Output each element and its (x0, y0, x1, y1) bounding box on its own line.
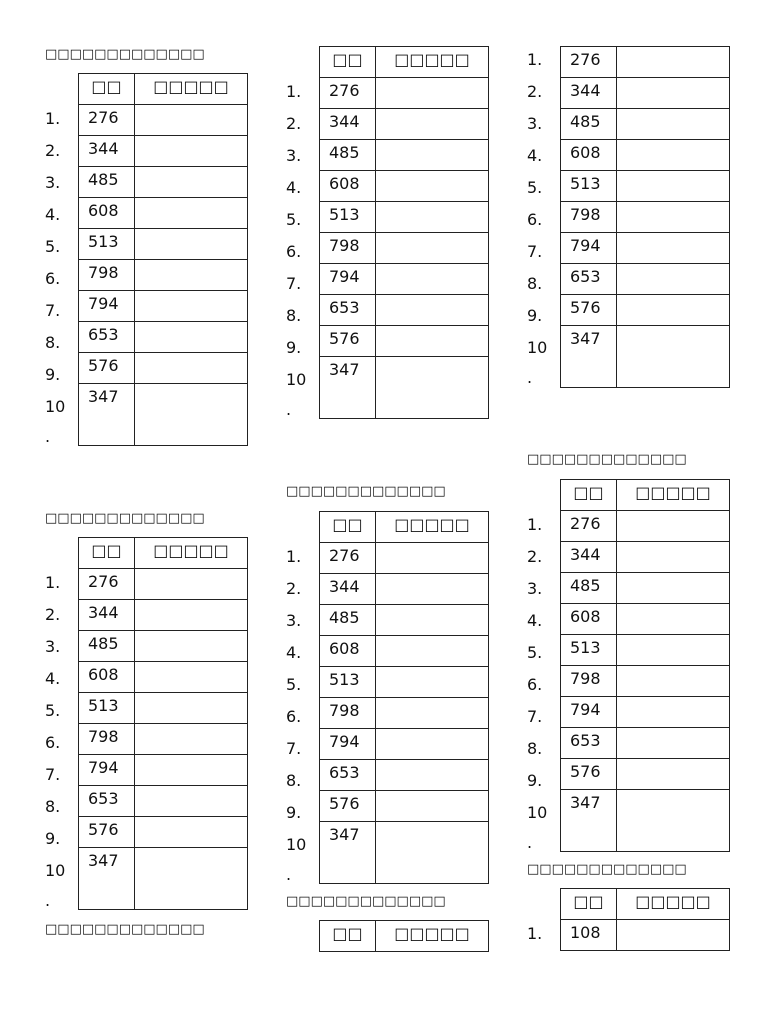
answer-cell (135, 198, 248, 229)
number-cell: 347 (320, 822, 376, 884)
number-cell: 344 (561, 542, 617, 573)
header-number: □□ (320, 921, 376, 952)
number-cell: 513 (561, 635, 617, 666)
answer-cell (376, 326, 489, 357)
row-label-dot: . (286, 865, 292, 884)
number-cell: 344 (320, 574, 376, 605)
answer-cell (135, 569, 248, 600)
row-label: 8. (45, 333, 61, 352)
table-row (320, 78, 489, 109)
number-table (319, 511, 489, 884)
worksheet-title: □□□□□□□□□□□□□ (45, 922, 205, 937)
table-row (561, 697, 730, 728)
table-row (79, 817, 248, 848)
row-label: 2. (527, 82, 543, 101)
answer-cell (135, 848, 248, 910)
number-cell: 576 (320, 326, 376, 357)
number-cell: 576 (561, 759, 617, 790)
answer-cell (135, 631, 248, 662)
row-label: 4. (45, 205, 61, 224)
row-label: 4. (286, 643, 302, 662)
table-row (320, 791, 489, 822)
number-cell: 653 (79, 322, 135, 353)
table-row (320, 698, 489, 729)
row-label: 5. (286, 675, 302, 694)
table-row (320, 667, 489, 698)
row-label: 9. (286, 338, 302, 357)
row-label: 8. (286, 306, 302, 325)
row-label: 8. (286, 771, 302, 790)
answer-cell (376, 233, 489, 264)
number-cell: 608 (561, 604, 617, 635)
table-row (79, 631, 248, 662)
number-cell: 485 (79, 167, 135, 198)
row-label: 1. (45, 573, 61, 592)
answer-cell (617, 140, 730, 171)
answer-cell (135, 600, 248, 631)
header-answer: □□□□□ (376, 47, 489, 78)
number-cell: 276 (79, 569, 135, 600)
row-label-dot: . (45, 891, 51, 910)
number-table (78, 537, 248, 910)
row-label: 5. (527, 178, 543, 197)
number-cell: 794 (320, 729, 376, 760)
table-row (561, 759, 730, 790)
row-label: 8. (527, 739, 543, 758)
answer-cell (376, 605, 489, 636)
number-cell: 485 (561, 109, 617, 140)
answer-cell (135, 755, 248, 786)
table-header-row (561, 889, 730, 920)
table-row (561, 264, 730, 295)
number-cell: 108 (561, 920, 617, 951)
number-cell: 653 (320, 760, 376, 791)
answer-cell (135, 136, 248, 167)
table-header-row (79, 538, 248, 569)
answer-cell (376, 264, 489, 295)
number-cell: 794 (79, 291, 135, 322)
table-row (320, 357, 489, 419)
answer-cell (376, 822, 489, 884)
row-label: 1. (527, 50, 543, 69)
answer-cell (617, 573, 730, 604)
table-row (79, 136, 248, 167)
answer-cell (376, 109, 489, 140)
row-label: 4. (286, 178, 302, 197)
header-number: □□ (320, 512, 376, 543)
number-cell: 513 (561, 171, 617, 202)
number-cell: 798 (561, 666, 617, 697)
answer-cell (376, 295, 489, 326)
row-label: 6. (286, 242, 302, 261)
row-label: 10 (45, 397, 66, 416)
worksheet-title: □□□□□□□□□□□□□ (286, 484, 446, 499)
answer-cell (617, 604, 730, 635)
number-cell: 794 (561, 233, 617, 264)
table-row (79, 662, 248, 693)
table-row (79, 724, 248, 755)
answer-cell (376, 140, 489, 171)
row-label: 4. (45, 669, 61, 688)
answer-cell (617, 264, 730, 295)
answer-cell (135, 817, 248, 848)
row-label: 9. (286, 803, 302, 822)
number-cell: 485 (320, 140, 376, 171)
table-row (320, 202, 489, 233)
table-row (561, 511, 730, 542)
table-row (561, 666, 730, 697)
worksheet-title: □□□□□□□□□□□□□ (45, 511, 205, 526)
table-row (320, 109, 489, 140)
table-row (561, 47, 730, 78)
table-row (79, 569, 248, 600)
number-cell: 276 (320, 543, 376, 574)
header-number: □□ (561, 889, 617, 920)
header-answer: □□□□□ (617, 889, 730, 920)
row-label: 1. (527, 515, 543, 534)
number-cell: 608 (79, 662, 135, 693)
table-row (561, 326, 730, 388)
number-cell: 485 (79, 631, 135, 662)
number-cell: 347 (79, 384, 135, 446)
row-label: 3. (286, 146, 302, 165)
number-cell: 276 (320, 78, 376, 109)
table-header-row (561, 480, 730, 511)
number-cell: 344 (79, 600, 135, 631)
number-cell: 608 (79, 198, 135, 229)
answer-cell (617, 920, 730, 951)
row-label-dot: . (45, 427, 51, 446)
number-table (319, 46, 489, 419)
row-label: 3. (286, 611, 302, 630)
table-row (561, 233, 730, 264)
answer-cell (135, 260, 248, 291)
answer-cell (617, 233, 730, 264)
number-cell: 347 (561, 790, 617, 852)
table-row (79, 693, 248, 724)
table-row (79, 322, 248, 353)
table-row (79, 353, 248, 384)
answer-cell (376, 171, 489, 202)
table-row (79, 167, 248, 198)
row-label: 7. (45, 765, 61, 784)
number-cell: 347 (79, 848, 135, 910)
number-table (560, 888, 730, 951)
number-cell: 794 (561, 697, 617, 728)
number-cell: 347 (320, 357, 376, 419)
number-cell: 798 (561, 202, 617, 233)
table-row (79, 198, 248, 229)
number-cell: 608 (320, 636, 376, 667)
answer-cell (617, 202, 730, 233)
answer-cell (617, 47, 730, 78)
row-label: 9. (45, 365, 61, 384)
worksheet-title: □□□□□□□□□□□□□ (286, 894, 446, 909)
answer-cell (376, 698, 489, 729)
row-label: 6. (45, 269, 61, 288)
row-label: 9. (45, 829, 61, 848)
number-cell: 513 (320, 202, 376, 233)
table-row (79, 848, 248, 910)
answer-cell (135, 384, 248, 446)
table-row (79, 260, 248, 291)
row-label: 6. (45, 733, 61, 752)
row-label: 2. (45, 141, 61, 160)
row-label: 1. (286, 547, 302, 566)
answer-cell (617, 542, 730, 573)
row-label: 3. (527, 579, 543, 598)
number-cell: 276 (561, 47, 617, 78)
number-cell: 576 (561, 295, 617, 326)
answer-cell (617, 109, 730, 140)
answer-cell (617, 790, 730, 852)
number-cell: 653 (561, 728, 617, 759)
table-row (320, 264, 489, 295)
row-label: 5. (286, 210, 302, 229)
table-row (320, 295, 489, 326)
number-table (560, 479, 730, 852)
number-cell: 653 (320, 295, 376, 326)
table-header-row (79, 74, 248, 105)
answer-cell (376, 357, 489, 419)
answer-cell (135, 353, 248, 384)
row-label-dot: . (286, 400, 292, 419)
header-answer: □□□□□ (135, 538, 248, 569)
header-number: □□ (561, 480, 617, 511)
answer-cell (617, 171, 730, 202)
header-answer: □□□□□ (376, 921, 489, 952)
row-label: 10 (527, 338, 548, 357)
number-table (560, 46, 730, 388)
table-row (79, 384, 248, 446)
answer-cell (617, 511, 730, 542)
answer-cell (376, 78, 489, 109)
table-row (561, 109, 730, 140)
header-answer: □□□□□ (617, 480, 730, 511)
row-label: 3. (45, 173, 61, 192)
number-cell: 513 (79, 229, 135, 260)
row-label: 1. (286, 82, 302, 101)
table-row (320, 574, 489, 605)
row-label: 10 (286, 835, 307, 854)
row-label: 2. (45, 605, 61, 624)
answer-cell (135, 229, 248, 260)
table-row (320, 233, 489, 264)
answer-cell (135, 693, 248, 724)
answer-cell (376, 760, 489, 791)
header-answer: □□□□□ (376, 512, 489, 543)
number-cell: 576 (320, 791, 376, 822)
table-row (561, 573, 730, 604)
number-cell: 653 (79, 786, 135, 817)
answer-cell (617, 295, 730, 326)
table-row (561, 295, 730, 326)
answer-cell (617, 759, 730, 790)
row-label: 5. (527, 643, 543, 662)
answer-cell (376, 791, 489, 822)
table-row (79, 105, 248, 136)
answer-cell (376, 543, 489, 574)
table-row (561, 171, 730, 202)
worksheet-title: □□□□□□□□□□□□□ (45, 47, 205, 62)
row-label: 6. (527, 210, 543, 229)
answer-cell (617, 666, 730, 697)
number-cell: 608 (561, 140, 617, 171)
answer-cell (617, 697, 730, 728)
row-label-dot: . (527, 833, 533, 852)
table-row (320, 171, 489, 202)
table-header-row (320, 512, 489, 543)
answer-cell (617, 326, 730, 388)
row-label: 6. (286, 707, 302, 726)
answer-cell (376, 729, 489, 760)
number-cell: 513 (79, 693, 135, 724)
answer-cell (135, 167, 248, 198)
number-cell: 608 (320, 171, 376, 202)
row-label: 10 (286, 370, 307, 389)
table-row (561, 790, 730, 852)
answer-cell (135, 662, 248, 693)
answer-cell (376, 636, 489, 667)
table-row (79, 786, 248, 817)
row-label: 1. (527, 924, 543, 943)
answer-cell (135, 724, 248, 755)
table-row (320, 605, 489, 636)
table-row (79, 229, 248, 260)
row-label: 7. (286, 274, 302, 293)
number-cell: 794 (320, 264, 376, 295)
number-cell: 576 (79, 353, 135, 384)
table-row (79, 755, 248, 786)
answer-cell (135, 105, 248, 136)
number-cell: 344 (561, 78, 617, 109)
number-cell: 798 (320, 233, 376, 264)
table-row (320, 636, 489, 667)
row-label: 2. (286, 579, 302, 598)
row-label: 8. (45, 797, 61, 816)
row-label: 3. (45, 637, 61, 656)
number-cell: 798 (79, 724, 135, 755)
answer-cell (135, 786, 248, 817)
row-label: 2. (527, 547, 543, 566)
row-label: 9. (527, 306, 543, 325)
number-cell: 513 (320, 667, 376, 698)
row-label: 5. (45, 701, 61, 720)
row-label: 10 (527, 803, 548, 822)
answer-cell (376, 667, 489, 698)
row-label: 5. (45, 237, 61, 256)
answer-cell (617, 728, 730, 759)
row-label: 4. (527, 611, 543, 630)
table-row (561, 920, 730, 951)
number-cell: 344 (320, 109, 376, 140)
table-row (561, 202, 730, 233)
header-number: □□ (79, 538, 135, 569)
number-table (319, 920, 489, 952)
table-row (320, 326, 489, 357)
number-cell: 344 (79, 136, 135, 167)
table-row (561, 728, 730, 759)
row-label: 4. (527, 146, 543, 165)
row-label: 8. (527, 274, 543, 293)
row-label: 7. (527, 707, 543, 726)
table-row (320, 822, 489, 884)
number-cell: 653 (561, 264, 617, 295)
number-table (78, 73, 248, 446)
table-row (79, 600, 248, 631)
table-row (561, 78, 730, 109)
table-row (320, 760, 489, 791)
number-cell: 798 (320, 698, 376, 729)
number-cell: 276 (561, 511, 617, 542)
table-row (561, 635, 730, 666)
row-label: 10 (45, 861, 66, 880)
number-cell: 794 (79, 755, 135, 786)
table-header-row (320, 921, 489, 952)
table-header-row (320, 47, 489, 78)
answer-cell (617, 635, 730, 666)
header-answer: □□□□□ (135, 74, 248, 105)
row-label: 1. (45, 109, 61, 128)
row-label-dot: . (527, 368, 533, 387)
row-label: 3. (527, 114, 543, 133)
table-row (320, 729, 489, 760)
row-label: 9. (527, 771, 543, 790)
number-cell: 276 (79, 105, 135, 136)
number-cell: 485 (320, 605, 376, 636)
number-cell: 347 (561, 326, 617, 388)
answer-cell (376, 574, 489, 605)
header-number: □□ (320, 47, 376, 78)
table-row (561, 604, 730, 635)
header-number: □□ (79, 74, 135, 105)
row-label: 6. (527, 675, 543, 694)
answer-cell (617, 78, 730, 109)
number-cell: 485 (561, 573, 617, 604)
row-label: 7. (286, 739, 302, 758)
table-row (561, 542, 730, 573)
answer-cell (135, 322, 248, 353)
row-label: 2. (286, 114, 302, 133)
worksheet-title: □□□□□□□□□□□□□ (527, 452, 687, 467)
table-row (79, 291, 248, 322)
worksheet-title: □□□□□□□□□□□□□ (527, 862, 687, 877)
table-row (320, 140, 489, 171)
answer-cell (376, 202, 489, 233)
number-cell: 576 (79, 817, 135, 848)
table-row (561, 140, 730, 171)
row-label: 7. (527, 242, 543, 261)
row-label: 7. (45, 301, 61, 320)
table-row (320, 543, 489, 574)
number-cell: 798 (79, 260, 135, 291)
answer-cell (135, 291, 248, 322)
